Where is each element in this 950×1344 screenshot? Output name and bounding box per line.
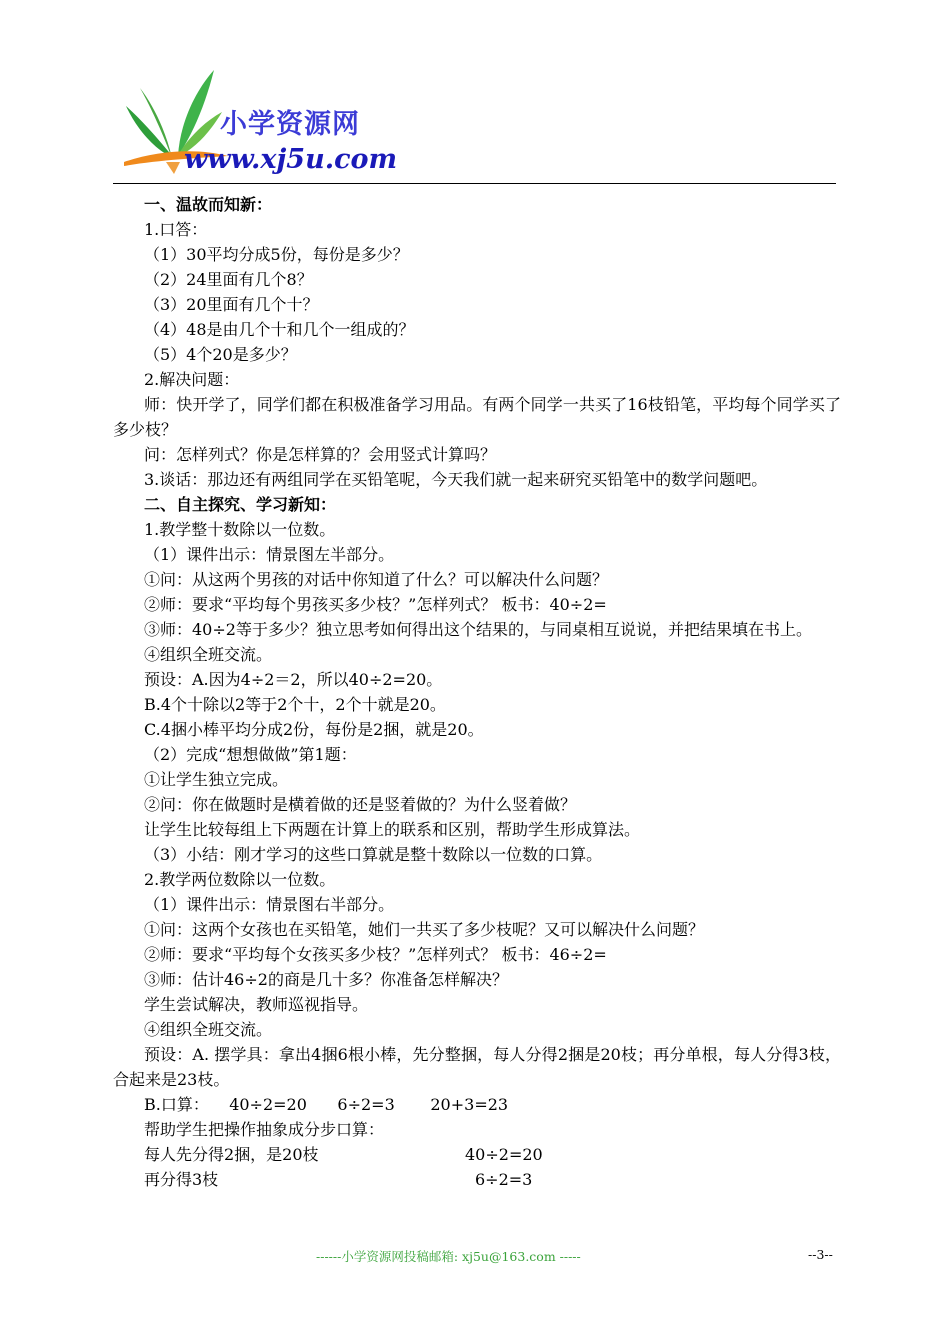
paragraph: ①问：这两个女孩也在买铅笔，她们一共买了多少枝呢？又可以解决什么问题？ — [144, 920, 705, 939]
paragraph: （2）完成“想想做做”第1题： — [144, 745, 357, 764]
footer-contact: ------小学资源网投稿邮箱: xj5u@163.com ----- — [316, 1249, 581, 1264]
calc-step-expr: 40÷2=20 — [465, 1145, 543, 1164]
paragraph: ①让学生独立完成。 — [144, 770, 289, 789]
paragraph: 1.口答： — [144, 220, 208, 239]
paragraph: ④组织全班交流。 — [144, 1020, 273, 1039]
logo-url-text: www.xj5u.com — [184, 144, 398, 175]
paragraph: 让学生比较每组上下两题在计算上的联系和区别，帮助学生形成算法。 — [144, 820, 641, 839]
header-divider — [113, 183, 836, 184]
paragraph: 问：怎样列式？你是怎样算的？会用竖式计算吗？ — [144, 445, 497, 464]
paragraph: （5）4个20是多少？ — [144, 345, 297, 364]
calc-step-text: 每人先分得2捆，是20枝 — [144, 1145, 319, 1164]
paragraph: 预设：A.因为4÷2＝2，所以40÷2=20。 — [144, 670, 443, 689]
paragraph: （3）小结：刚才学习的这些口算就是整十数除以一位数的口算。 — [144, 845, 603, 864]
paragraph: （3）20里面有几个十？ — [144, 295, 319, 314]
paragraph: C.4捆小棒平均分成2份，每份是2捆，就是20。 — [144, 720, 484, 739]
paragraph: 帮助学生把操作抽象成分步口算： — [144, 1120, 385, 1139]
paragraph: 学生尝试解决，教师巡视指导。 — [144, 995, 369, 1014]
logo-chinese-text: 小学资源网 — [220, 109, 360, 140]
site-logo — [118, 62, 418, 180]
calc-step-expr: 6÷2=3 — [475, 1170, 533, 1189]
paragraph: （4）48是由几个十和几个一组成的？ — [144, 320, 415, 339]
calc-row — [113, 1167, 841, 1192]
paragraph: 师：快开学了，同学们都在积极准备学习用品。有两个同学一共买了16枝铅笔，平均每个同学买了多少枝？ — [113, 395, 841, 439]
paragraph: （1）课件出示：情景图右半部分。 — [144, 895, 395, 914]
paragraph: （2）24里面有几个8？ — [144, 270, 313, 289]
paragraph: ④组织全班交流。 — [144, 645, 273, 664]
calc-step-text: 再分得3枝 — [144, 1170, 219, 1189]
paragraph: 2.解决问题： — [144, 370, 240, 389]
paragraph: ③师：估计46÷2的商是几十多？你准备怎样解决？ — [144, 970, 508, 989]
document-body — [113, 192, 841, 1192]
paragraph: ②师：要求“平均每个男孩买多少枝？”怎样列式？ 板书：40÷2= — [144, 595, 607, 614]
paragraph: B.4个十除以2等于2个十，2个十就是20。 — [144, 695, 446, 714]
paragraph: ①问：从这两个男孩的对话中你知道了什么？可以解决什么问题？ — [144, 570, 609, 589]
page-number: --3-- — [808, 1247, 833, 1262]
paragraph: （1）30平均分成5份，每份是多少？ — [144, 245, 409, 264]
section-heading-1: 一、温故而知新： — [144, 195, 273, 214]
paragraph: 预设：A. 摆学具：拿出4捆6根小棒，先分整捆，每人分得2捆是20枝；再分单根，每人分得3枝，合起来是23枝。 — [113, 1045, 841, 1089]
paragraph: B.口算： 40÷2=20 6÷2=3 20+3=23 — [144, 1095, 509, 1114]
paragraph: 2.教学两位数除以一位数。 — [144, 870, 336, 889]
paragraph: ②问：你在做题时是横着做的还是竖着做的？为什么竖着做？ — [144, 795, 577, 814]
section-heading-2: 二、自主探究、学习新知： — [144, 495, 337, 514]
paragraph: 3.谈话：那边还有两组同学在买铅笔呢，今天我们就一起来研究买铅笔中的数学问题吧。 — [144, 470, 768, 489]
paragraph: ③师：40÷2等于多少？独立思考如何得出这个结果的，与同桌相互说说，并把结果填在书上。 — [144, 620, 812, 639]
paragraph: （1）课件出示：情景图左半部分。 — [144, 545, 395, 564]
paragraph: ②师：要求“平均每个女孩买多少枝？”怎样列式？ 板书：46÷2= — [144, 945, 607, 964]
paragraph: 1.教学整十数除以一位数。 — [144, 520, 336, 539]
calc-row — [113, 1142, 841, 1167]
